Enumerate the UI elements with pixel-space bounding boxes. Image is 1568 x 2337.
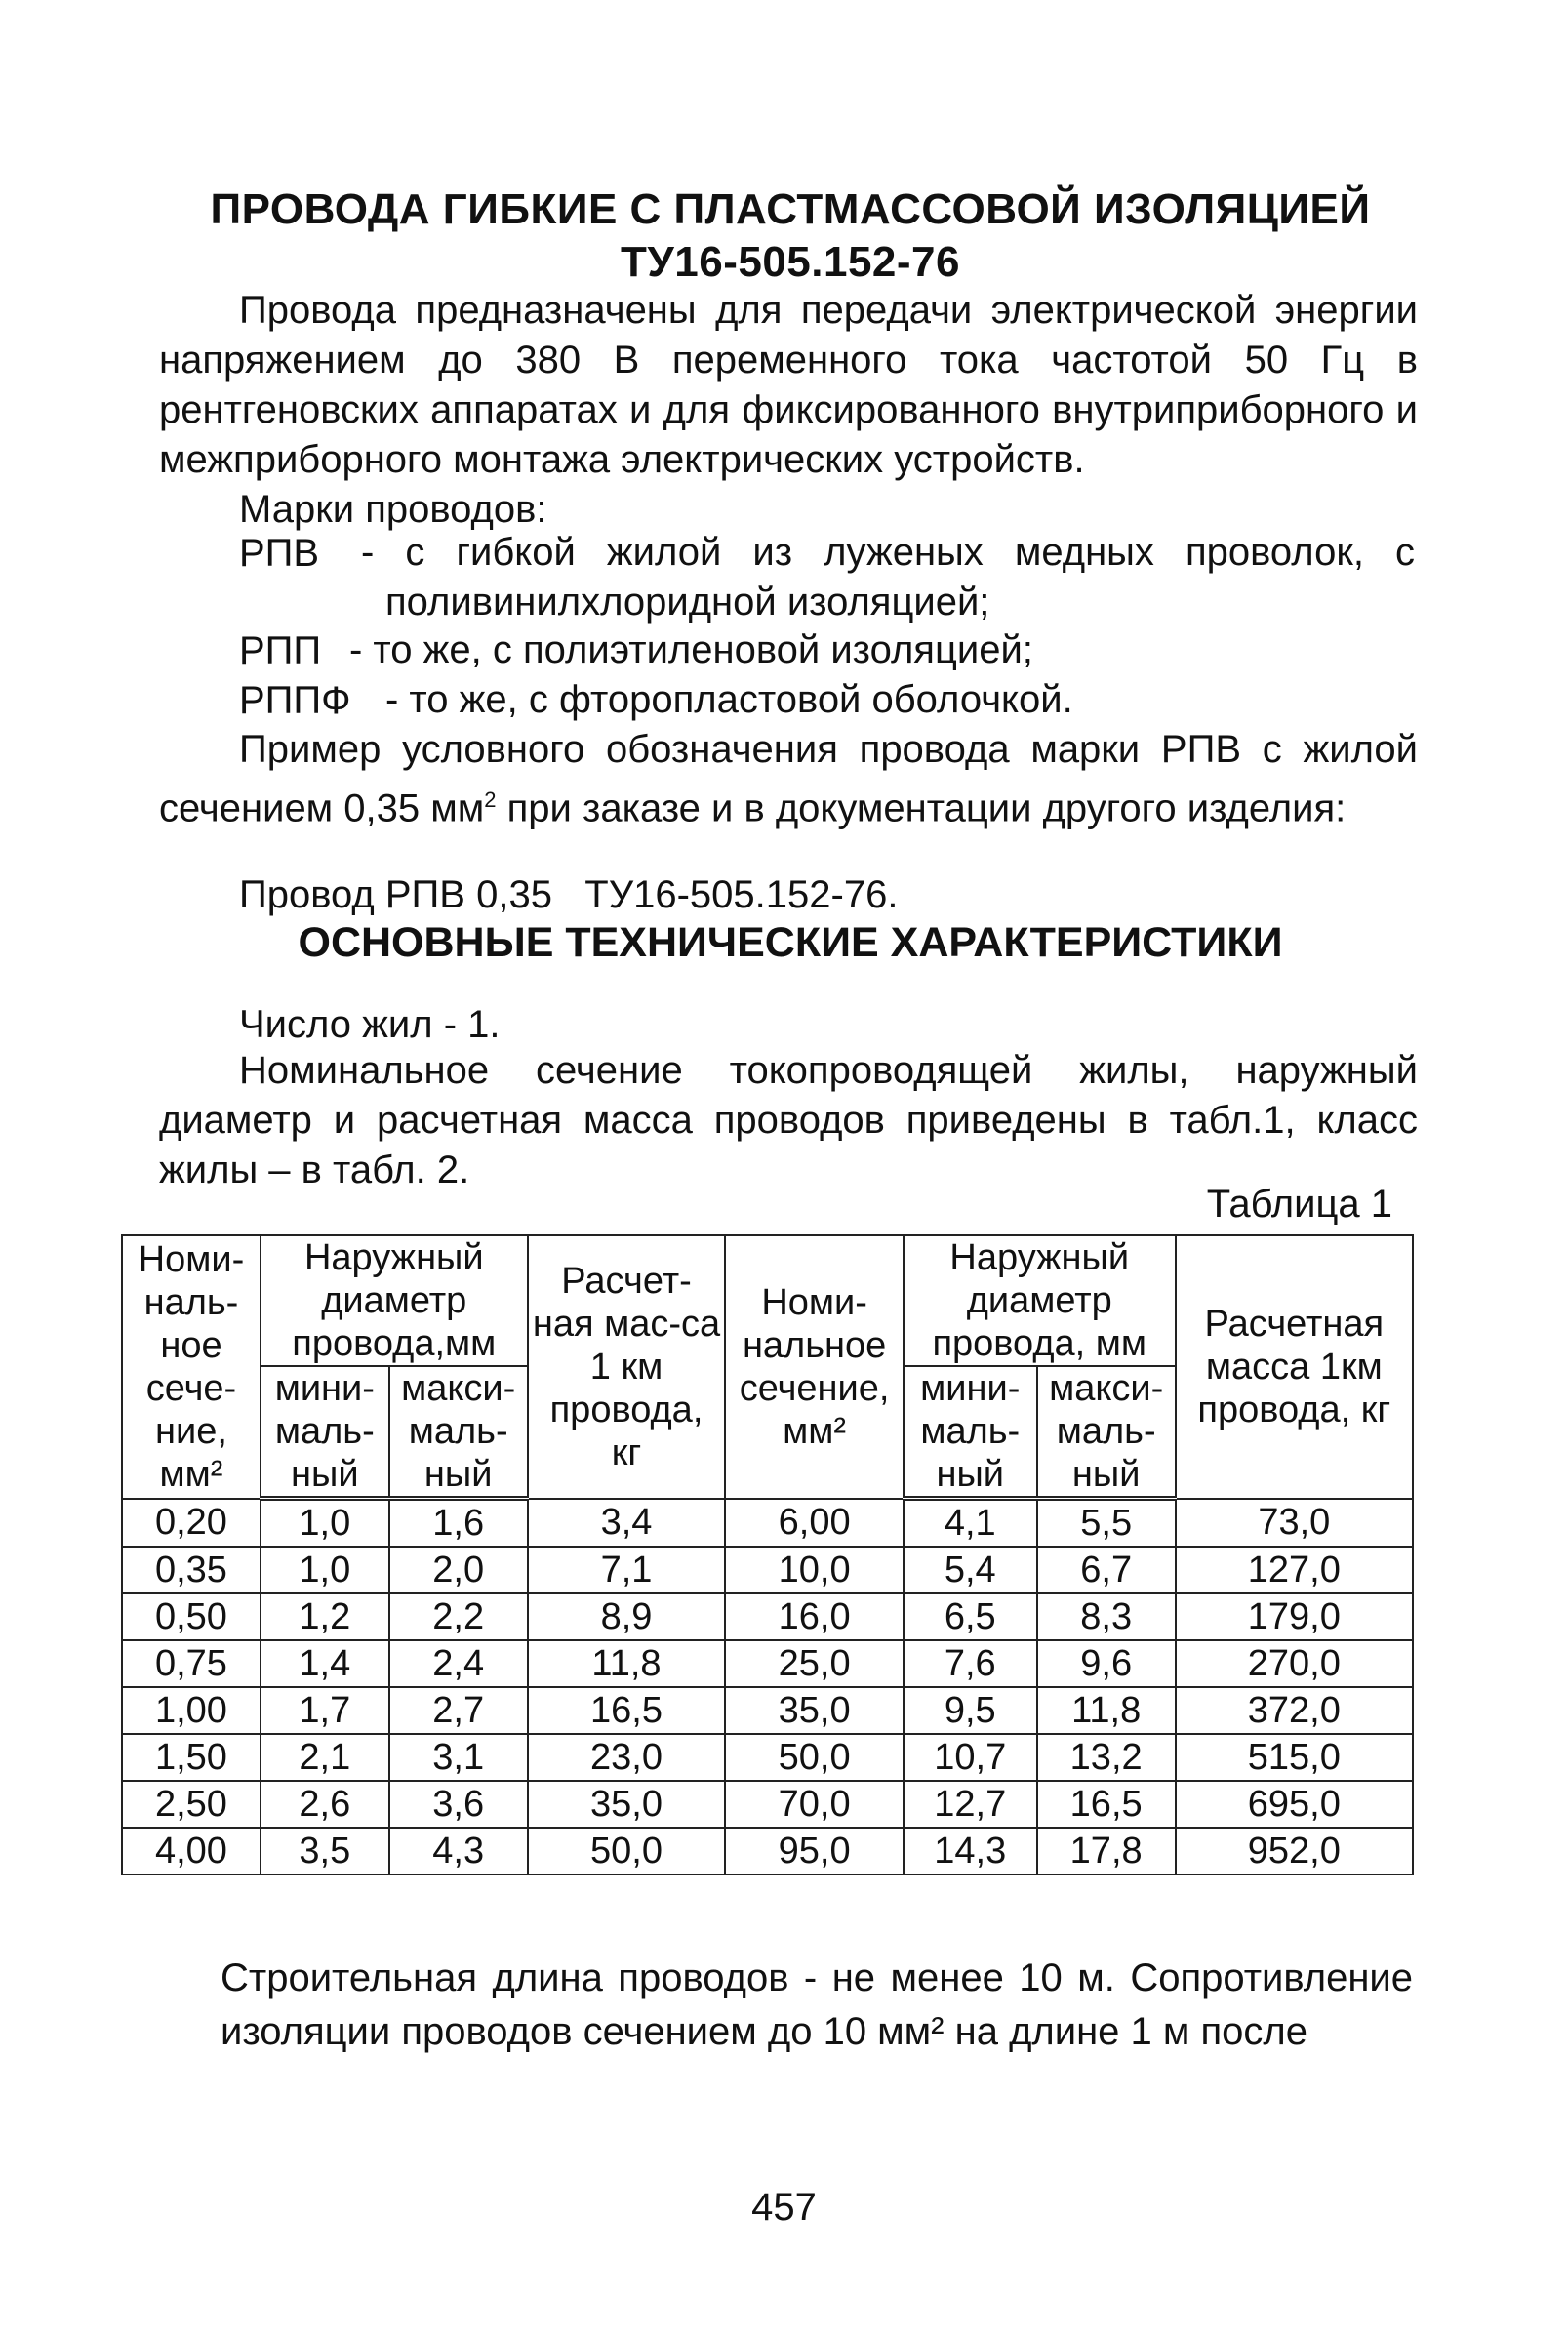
table-cell: 4,1	[904, 1499, 1037, 1548]
header-diameter-2: Наружный диаметр провода, мм	[904, 1235, 1176, 1366]
table-row	[122, 1547, 1413, 1593]
table-cell: 6,00	[725, 1499, 903, 1548]
table-cell: 3,6	[389, 1781, 528, 1828]
table-cell: 23,0	[528, 1734, 726, 1781]
table-cell: 6,7	[1037, 1547, 1176, 1593]
intro-paragraph: Провода предназначены для передачи электрической энергии напряжением до 380 В переменного тока частотой 50 Гц в рентгеновских аппаратах и для фиксированного внутриприборного и межприборного монтажа электрических устройств.	[159, 289, 1418, 481]
table-cell: 2,6	[261, 1781, 389, 1828]
table-cell: 1,0	[261, 1547, 389, 1593]
table-row	[122, 1640, 1413, 1687]
table-cell: 16,0	[725, 1593, 903, 1640]
header-diameter: Наружный диаметр провода,мм	[261, 1235, 528, 1366]
brand-desc-rpp: - то же, с полиэтиленовой изоляцией;	[349, 628, 1033, 671]
table-cell: 16,5	[528, 1687, 726, 1734]
header-min: мини-маль-ный	[261, 1366, 389, 1499]
table-cell: 9,5	[904, 1687, 1037, 1734]
brand-desc-rpv-cont: поливинилхлоридной изоляцией;	[385, 581, 990, 624]
table-cell: 2,4	[389, 1640, 528, 1687]
table-cell: 11,8	[1037, 1687, 1176, 1734]
table-cell: 3,1	[389, 1734, 528, 1781]
table-cell: 2,1	[261, 1734, 389, 1781]
wire-specs-table	[121, 1234, 1414, 1875]
table-cell: 11,8	[528, 1640, 726, 1687]
table-cell: 127,0	[1176, 1547, 1413, 1593]
header-section-2: Номи-нальное сечение, мм²	[725, 1235, 903, 1499]
table-cell: 12,7	[904, 1781, 1037, 1828]
header-mass: Расчет-ная мас-са 1 км провода, кг	[528, 1235, 726, 1499]
table-cell: 8,9	[528, 1593, 726, 1640]
table-cell: 4,00	[122, 1828, 261, 1874]
header-min-2: мини-маль-ный	[904, 1366, 1037, 1499]
table-row	[122, 1499, 1413, 1548]
table-cell: 1,6	[389, 1499, 528, 1548]
table-cell: 50,0	[528, 1828, 726, 1874]
table-cell: 372,0	[1176, 1687, 1413, 1734]
table-cell: 1,00	[122, 1687, 261, 1734]
section-heading: ОСНОВНЫЕ ТЕХНИЧЕСКИЕ ХАРАКТЕРИСТИКИ	[298, 919, 1283, 966]
table-cell: 4,3	[389, 1828, 528, 1874]
cores-count: Число жил - 1.	[239, 1003, 501, 1046]
table-cell: 73,0	[1176, 1499, 1413, 1548]
page-number: 457	[751, 2186, 817, 2229]
table-cell: 7,6	[904, 1640, 1037, 1687]
table-cell: 70,0	[725, 1781, 903, 1828]
table-row	[122, 1687, 1413, 1734]
table-cell: 5,4	[904, 1547, 1037, 1593]
table-cell: 3,5	[261, 1828, 389, 1874]
table-cell: 16,5	[1037, 1781, 1176, 1828]
table-cell: 14,3	[904, 1828, 1037, 1874]
example-superscript: 2	[484, 787, 497, 812]
table-cell: 2,2	[389, 1593, 528, 1640]
table-row	[122, 1593, 1413, 1640]
document-title: ПРОВОДА ГИБКИЕ С ПЛАСТМАССОВОЙ ИЗОЛЯЦИЕЙ	[210, 185, 1371, 233]
brands-heading: Марки проводов:	[239, 488, 547, 531]
section-paragraph: Номинальное сечение токопроводящей жилы, наружный диаметр и расчетная масса проводов приведены в табл.1, класс жилы – в табл. 2.	[159, 1049, 1418, 1191]
example-designation: Провод РПВ 0,35 ТУ16-505.152-76.	[239, 873, 899, 916]
table-cell: 1,4	[261, 1640, 389, 1687]
table-cell: 0,50	[122, 1593, 261, 1640]
table-cell: 35,0	[528, 1781, 726, 1828]
table-cell: 2,0	[389, 1547, 528, 1593]
table-row	[122, 1828, 1413, 1874]
example-paragraph	[159, 725, 1418, 833]
table-row	[122, 1781, 1413, 1828]
document-standard: ТУ16-505.152-76	[621, 238, 960, 286]
brand-code-rppf: РППФ	[239, 679, 351, 722]
table-cell: 6,5	[904, 1593, 1037, 1640]
brand-desc-rpv: - с гибкой жилой из луженых медных проволок, с	[361, 531, 1415, 574]
table-cell: 270,0	[1176, 1640, 1413, 1687]
table-cell: 0,35	[122, 1547, 261, 1593]
table-row	[122, 1734, 1413, 1781]
table-cell: 0,75	[122, 1640, 261, 1687]
example-text-b: при заказе и в документации другого изделия:	[496, 786, 1347, 830]
table-cell: 515,0	[1176, 1734, 1413, 1781]
header-max-2: макси-маль-ный	[1037, 1366, 1176, 1499]
table-cell: 95,0	[725, 1828, 903, 1874]
table-cell: 179,0	[1176, 1593, 1413, 1640]
table-cell: 2,7	[389, 1687, 528, 1734]
header-section: Номи-наль-ное сече-ние, мм²	[122, 1235, 261, 1499]
brand-code-rpp: РПП	[239, 629, 322, 672]
table-cell: 7,1	[528, 1547, 726, 1593]
table-cell: 9,6	[1037, 1640, 1176, 1687]
table-cell: 10,7	[904, 1734, 1037, 1781]
example-text-a: Пример условного обозначения провода марки РПВ с жилой сечением 0,35 мм	[159, 728, 1418, 830]
header-mass-2: Расчетная масса 1км провода, кг	[1176, 1235, 1413, 1499]
table-cell: 35,0	[725, 1687, 903, 1734]
table-cell: 0,20	[122, 1499, 261, 1548]
brand-desc-rppf: - то же, с фторопластовой оболочкой.	[385, 678, 1073, 721]
brand-code-rpv: РПВ	[239, 532, 320, 575]
footer-paragraph: Строительная длина проводов - не менее 10 м. Сопротивление изоляции проводов сечением до 10 мм² на длине 1 м после	[221, 1956, 1413, 2053]
table-cell: 1,50	[122, 1734, 261, 1781]
header-max: макси-маль-ный	[389, 1366, 528, 1499]
table-cell: 50,0	[725, 1734, 903, 1781]
table-cell: 13,2	[1037, 1734, 1176, 1781]
table-caption: Таблица 1	[1206, 1183, 1392, 1226]
table-cell: 25,0	[725, 1640, 903, 1687]
table-cell: 1,0	[261, 1499, 389, 1548]
table-cell: 17,8	[1037, 1828, 1176, 1874]
table-cell: 3,4	[528, 1499, 726, 1548]
table-cell: 695,0	[1176, 1781, 1413, 1828]
table-cell: 5,5	[1037, 1499, 1176, 1548]
table-cell: 8,3	[1037, 1593, 1176, 1640]
table-cell: 10,0	[725, 1547, 903, 1593]
table-cell: 952,0	[1176, 1828, 1413, 1874]
table-cell: 2,50	[122, 1781, 261, 1828]
table-cell: 1,7	[261, 1687, 389, 1734]
table-cell: 1,2	[261, 1593, 389, 1640]
